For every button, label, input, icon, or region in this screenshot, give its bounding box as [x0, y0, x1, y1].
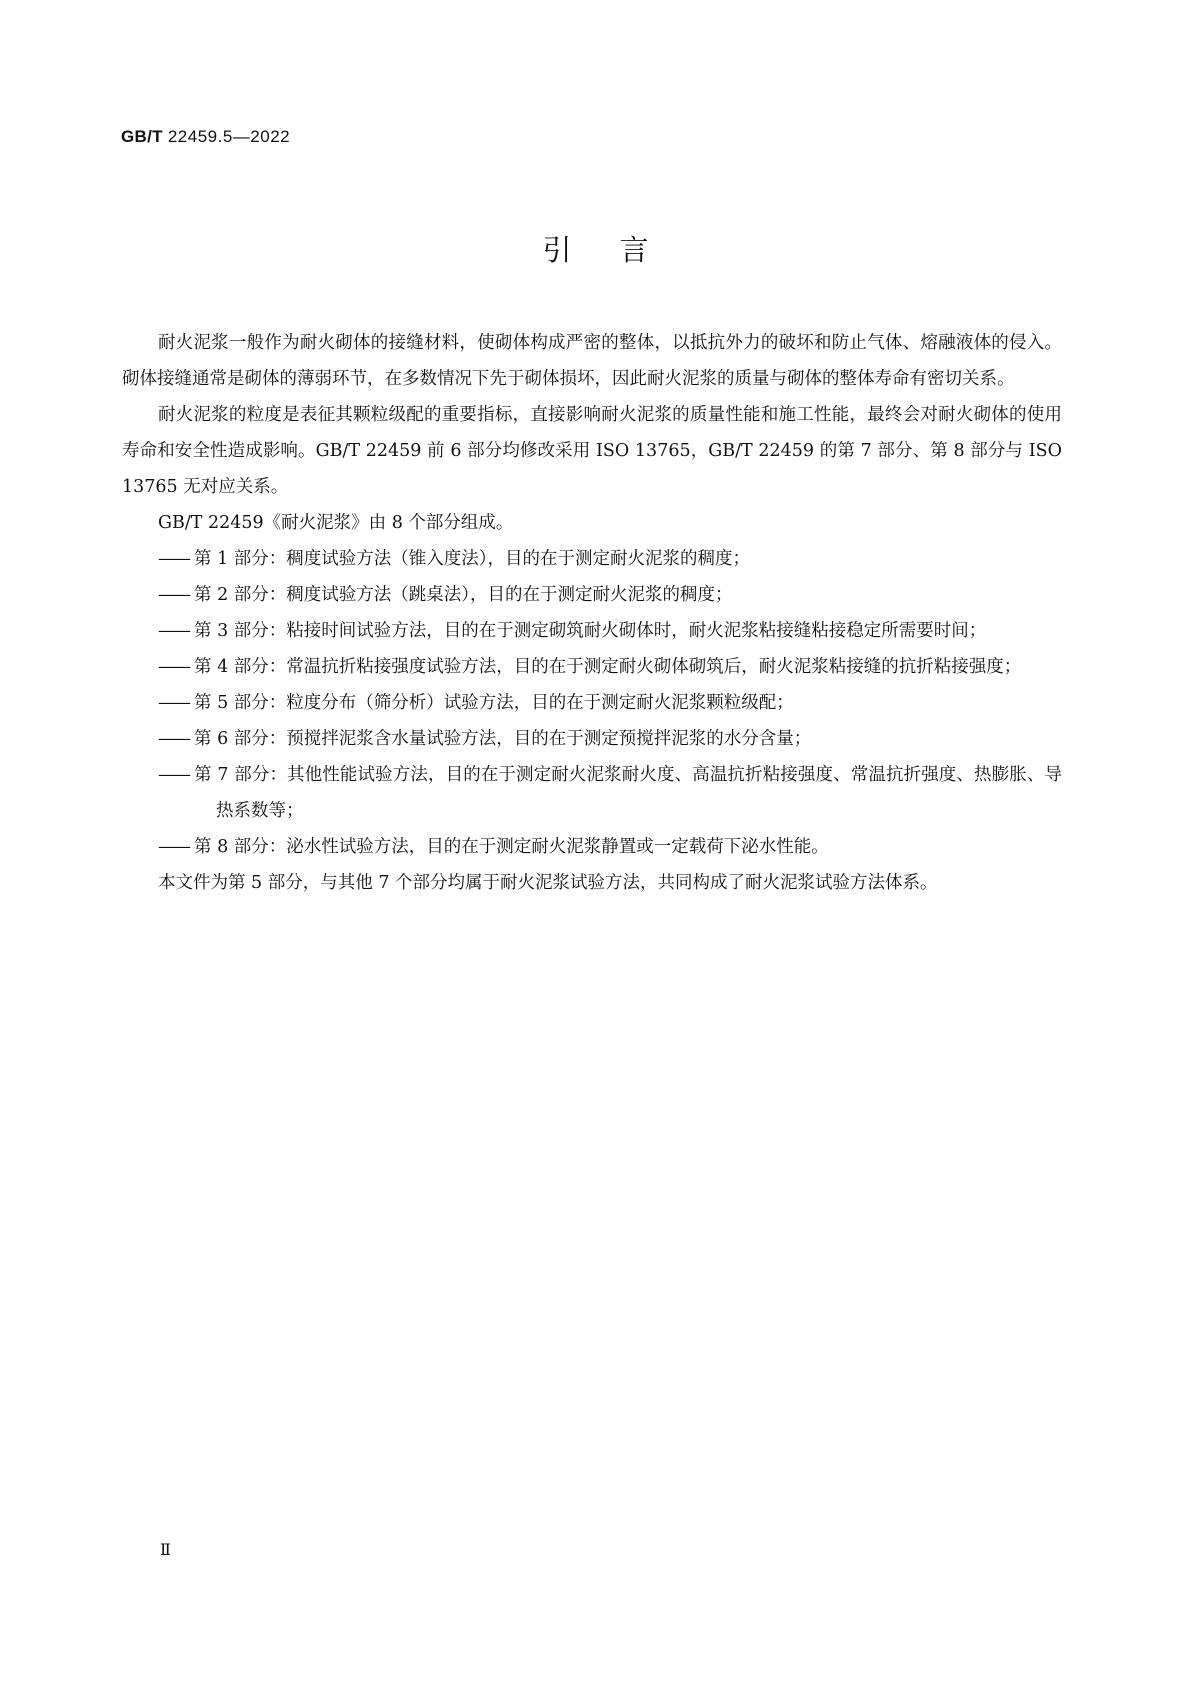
- parts-list: [122, 541, 1062, 865]
- intro-paragraph-1: 耐火泥浆一般作为耐火砌体的接缝材料，使砌体构成严密的整体，以抵抗外力的破坏和防止气体、熔融液体的侵入。砌体接缝通常是砌体的薄弱环节，在多数情况下先于砌体损坏，因此耐火泥浆的质量与砌体的整体寿命有密切关系。: [122, 333, 1062, 389]
- part-list-item: [122, 685, 1062, 721]
- part-list-item: [122, 649, 1062, 685]
- part-text: 第 7 部分：其他性能试验方法，目的在于测定耐火泥浆耐火度、高温抗折粘接强度、常温抗折强度、热膨胀、导热系数等；: [194, 765, 1062, 821]
- standard-number: 22459.5—2022: [167, 127, 291, 146]
- list-dash: ——: [158, 585, 189, 605]
- closing-paragraph: 本文件为第 5 部分，与其他 7 个部分均属于耐火泥浆试验方法，共同构成了耐火泥浆试验方法体系。: [158, 873, 938, 893]
- part-text: 第 4 部分：常温抗折粘接强度试验方法，目的在于测定耐火砌体砌筑后，耐火泥浆粘接缝的抗折粘接强度；: [194, 657, 1022, 677]
- list-dash: ——: [158, 765, 189, 785]
- page-number: Ⅱ: [160, 1540, 171, 1559]
- part-list-item: [122, 541, 1062, 577]
- part-list-item: [122, 829, 1062, 865]
- document-body: [122, 325, 1062, 901]
- part-text: 第 1 部分：稠度试验方法（锥入度法），目的在于测定耐火泥浆的稠度；: [194, 549, 751, 569]
- list-dash: ——: [158, 693, 189, 713]
- list-dash: ——: [158, 657, 189, 677]
- part-list-item: [122, 721, 1062, 757]
- page-header: [121, 127, 290, 147]
- intro-paragraph-3: GB/T 22459《耐火泥浆》由 8 个部分组成。: [158, 513, 514, 533]
- list-dash: ——: [158, 621, 189, 641]
- part-text: 第 5 部分：粒度分布（筛分析）试验方法，目的在于测定耐火泥浆颗粒级配；: [194, 693, 794, 713]
- intro-paragraph-2: 耐火泥浆的粒度是表征其颗粒级配的重要指标，直接影响耐火泥浆的质量性能和施工性能，最终会对耐火砌体的使用寿命和安全性造成影响。GB/T 22459 前 6 部分均修改采用 ISO 13765，GB/T 22459 的第 7 部分、第 8 部分与 ISO 13765 无对应关系。: [122, 405, 1062, 497]
- part-list-item: [122, 757, 1062, 829]
- list-dash: ——: [158, 549, 189, 569]
- part-text: 第 3 部分：粘接时间试验方法，目的在于测定砌筑耐火砌体时，耐火泥浆粘接缝粘接稳定所需要时间；: [194, 621, 987, 641]
- part-text: 第 6 部分：预搅拌泥浆含水量试验方法，目的在于测定预搅拌泥浆的水分含量；: [194, 729, 812, 749]
- page-title: 引言: [542, 233, 697, 267]
- list-dash: ——: [158, 837, 189, 857]
- list-dash: ——: [158, 729, 189, 749]
- part-list-item: [122, 577, 1062, 613]
- part-text: 第 2 部分：稠度试验方法（跳桌法），目的在于测定耐火泥浆的稠度；: [194, 585, 733, 605]
- part-list-item: [122, 613, 1062, 649]
- part-text: 第 8 部分：泌水性试验方法，目的在于测定耐火泥浆静置或一定载荷下泌水性能。: [194, 837, 829, 857]
- standard-prefix: GB/T: [121, 127, 163, 146]
